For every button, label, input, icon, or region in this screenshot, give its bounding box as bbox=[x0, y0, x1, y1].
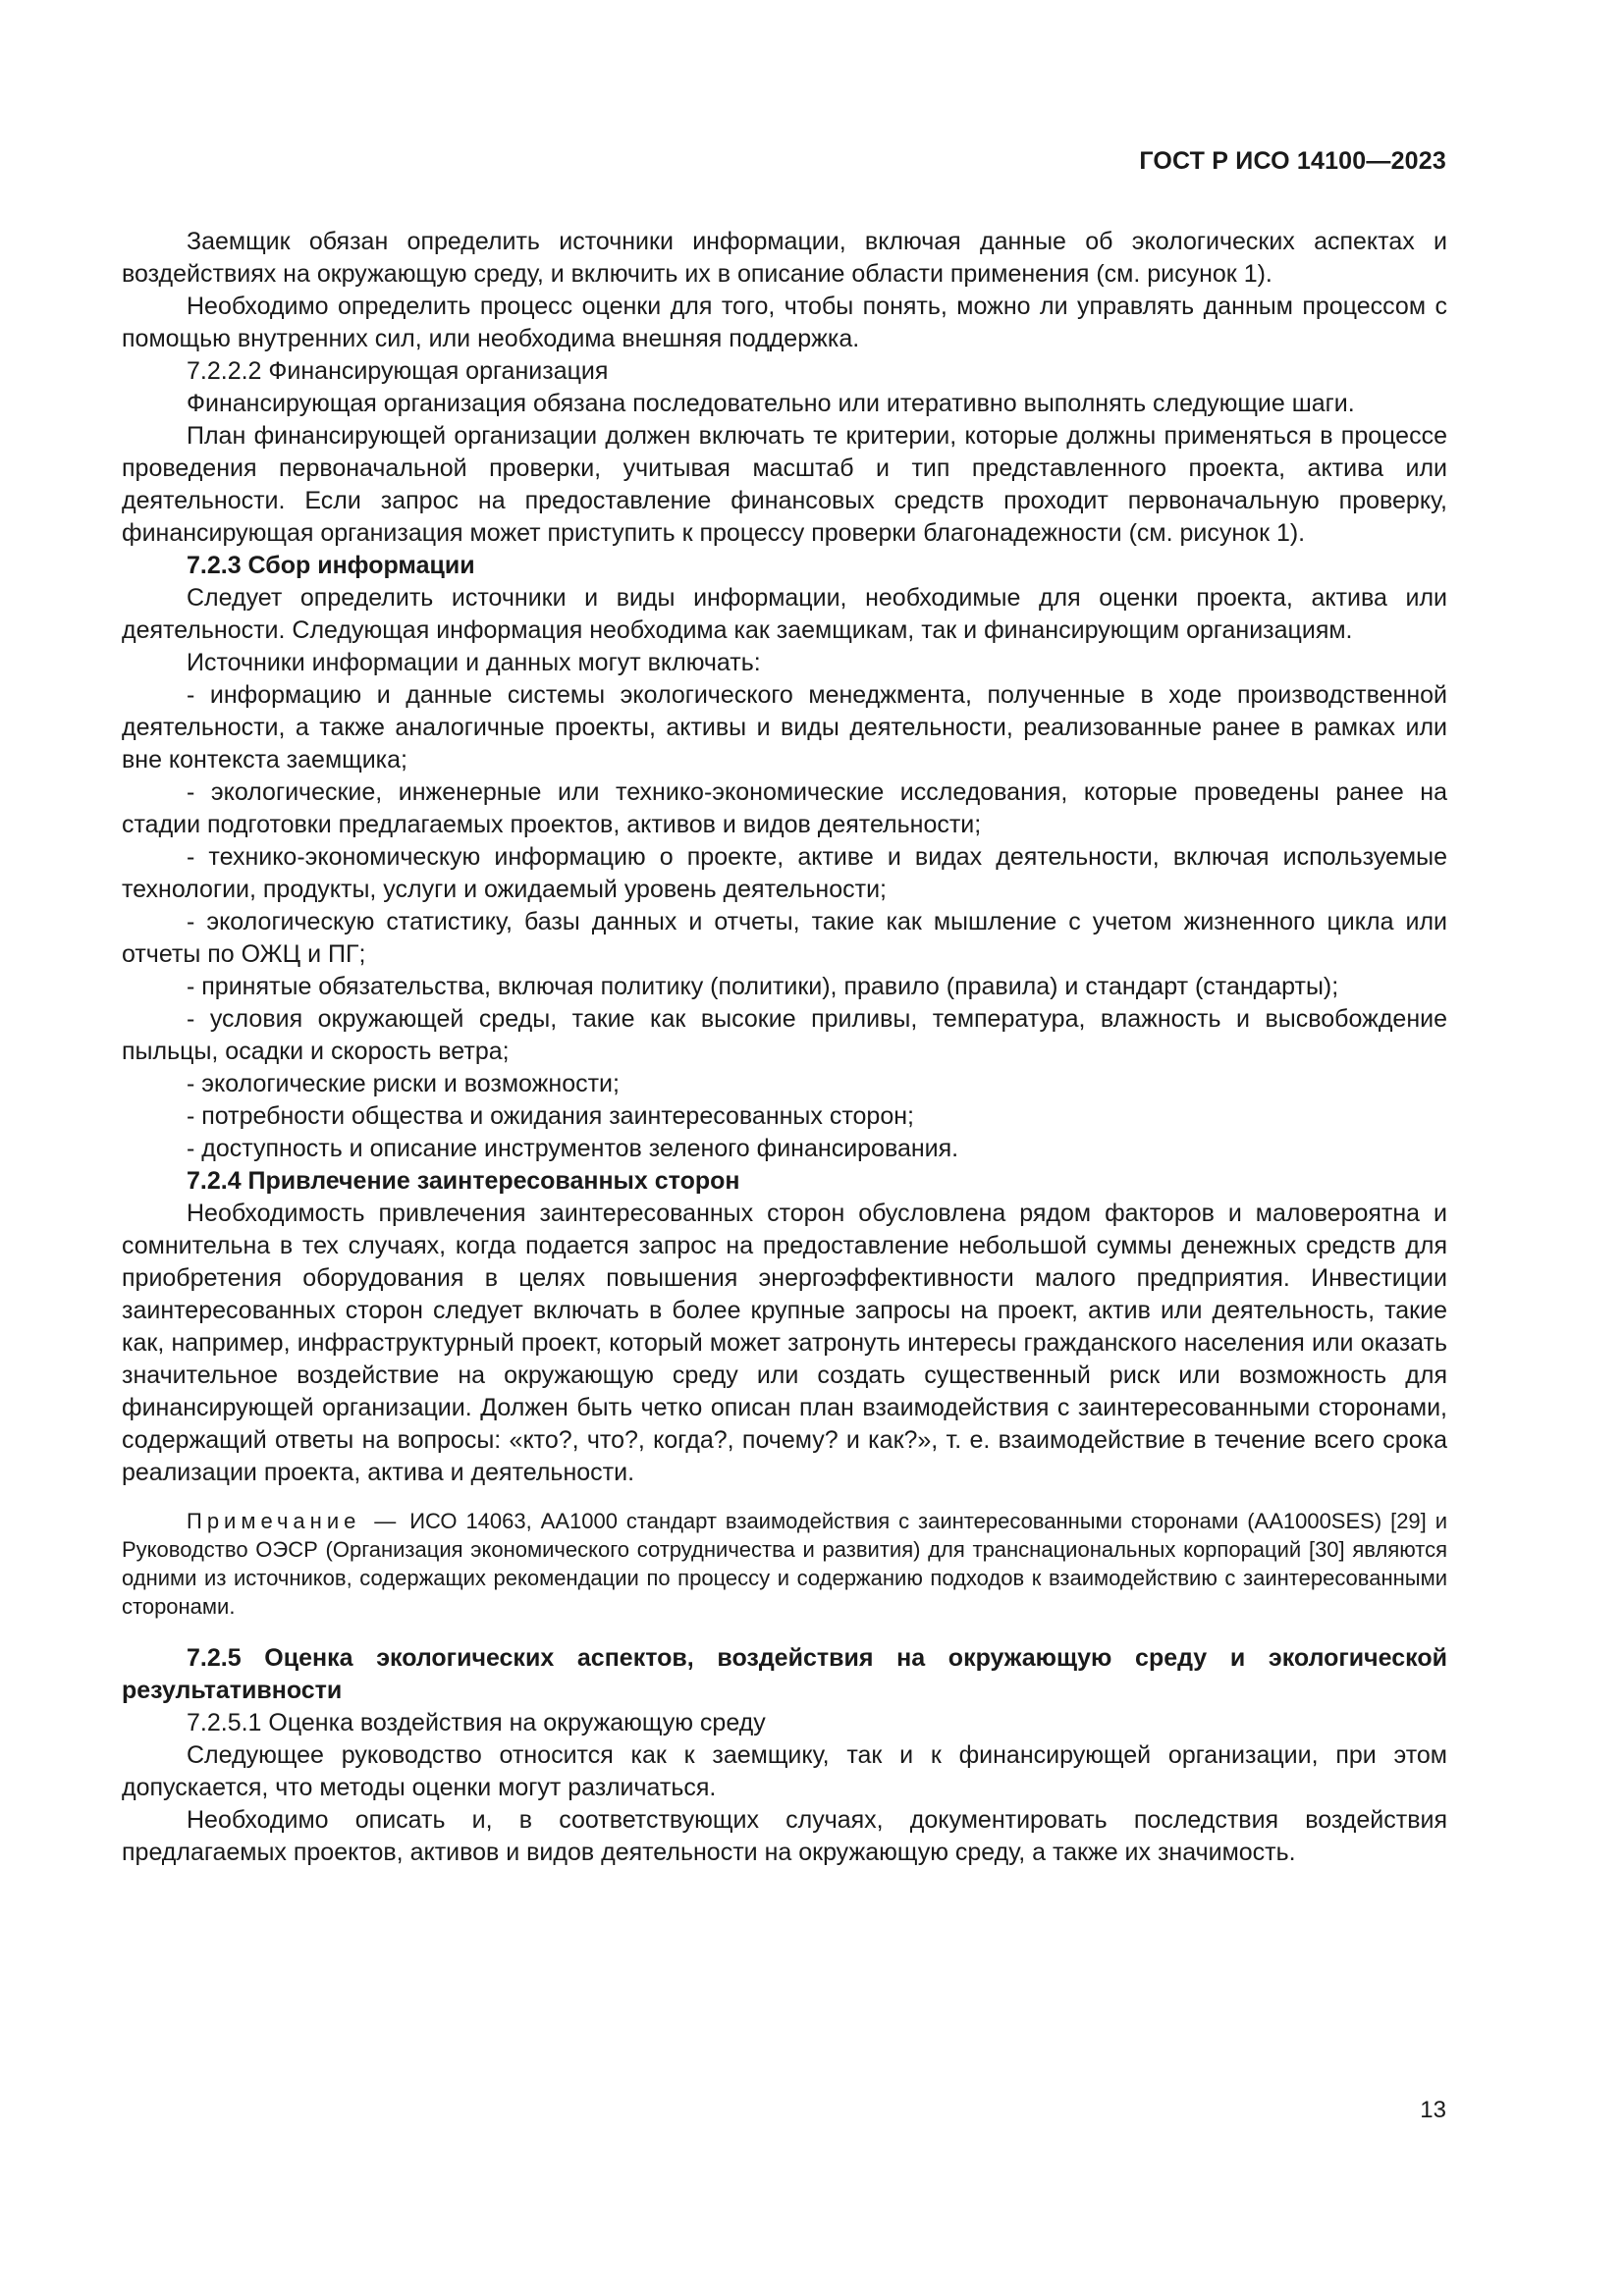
list-item-commitments: - принятые обязательства, включая политику (политики), правило (правила) и стандарт (стандарты); bbox=[187, 973, 1339, 1000]
list-item-green-finance: - доступность и описание инструментов зеленого финансирования. bbox=[187, 1135, 959, 1162]
document-body bbox=[122, 226, 1447, 1869]
document-header: ГОСТ Р ИСО 14100—2023 bbox=[1139, 147, 1446, 175]
heading-7-2-3: 7.2.3 Сбор информации bbox=[187, 552, 475, 579]
para-financing-plan: План финансирующей организации должен включать те критерии, которые должны применяться в процессе проведения первоначальной проверки, учитывая масштаб и тип представленного проекта, актива или деятельности. Если запрос на предоставление финансовых средств проходит первоначальную проверку, финансирующая организация может приступить к процессу проверки благонадежности (см. рисунок 1). bbox=[122, 422, 1447, 547]
note-text: ИСО 14063, AA1000 стандарт взаимодействия с заинтересованными сторонами (AA1000SES) [29] и Руководство ОЭСР (Организация экономического сотрудничества и развития) для транснациональных корпораций [30] являются одними из источников, содержащих рекомендации по процессу и содержанию подходов к взаимодействию с заинтересованными сторонами. bbox=[122, 1509, 1447, 1619]
page-number: 13 bbox=[1420, 2097, 1446, 2123]
para-sources-may-include: Источники информации и данных могут включать: bbox=[187, 649, 761, 676]
list-item-environment-conditions: - условия окружающей среды, такие как высокие приливы, температура, влажность и высвобождение пыльцы, осадки и скорость ветра; bbox=[122, 1005, 1447, 1065]
para-financing-steps: Финансирующая организация обязана последовательно или итеративно выполнять следующие шаги. bbox=[187, 390, 1355, 417]
list-item-society-needs: - потребности общества и ожидания заинтересованных сторон; bbox=[187, 1102, 914, 1130]
para-assessment-process: Необходимо определить процесс оценки для того, чтобы понять, можно ли управлять данным процессом с помощью внутренних сил, или необходима внешняя поддержка. bbox=[122, 293, 1447, 352]
subsection-7-2-5-1: 7.2.5.1 Оценка воздействия на окружающую среду bbox=[187, 1709, 766, 1736]
para-describe-consequences: Необходимо описать и, в соответствующих случаях, документировать последствия воздействия предлагаемых проектов, активов и видов деятельности на окружающую среду, а также их значимость. bbox=[122, 1806, 1447, 1866]
list-item-ems-data: - информацию и данные системы экологического менеджмента, полученные в ходе производственной деятельности, а также аналогичные проекты, активы и виды деятельности, реализованные ранее в рамках или вне контекста заемщика; bbox=[122, 681, 1447, 774]
para-stakeholder-engagement: Необходимость привлечения заинтересованных сторон обусловлена рядом факторов и маловероятна и сомнительна в тех случаях, когда подается запрос на предоставление небольшой суммы денежных средств для приобретения оборудования в целях повышения энергоэффективности малого предприятия. Инвестиции заинтересованных сторон следует включать в более крупные запросы на проект, актив или деятельность, такие как, например, инфраструктурный проект, который может затронуть интересы гражданского населения или оказать значительное воздействие на окружающую среду или создать существенный риск или возможность для финансирующей организации. Должен быть четко описан план взаимодействия с заинтересованными сторонами, содержащий ответы на вопросы: «кто?, что?, когда?, почему? и как?», т. е. взаимодействие в течение всего срока реализации проекта, актива и деятельности. bbox=[122, 1200, 1447, 1486]
note-prefix: Примечание — bbox=[187, 1509, 402, 1533]
heading-7-2-4: 7.2.4 Привлечение заинтересованных сторон bbox=[187, 1167, 740, 1195]
list-item-statistics: - экологическую статистику, базы данных и отчеты, такие как мышление с учетом жизненного цикла или отчеты по ОЖЦ и ПГ; bbox=[122, 908, 1447, 968]
para-guidance-applies: Следующее руководство относится как к заемщику, так и к финансирующей организации, при этом допускается, что методы оценки могут различаться. bbox=[122, 1741, 1447, 1801]
heading-7-2-5: 7.2.5 Оценка экологических аспектов, воздействия на окружающую среду и экологической результативности bbox=[122, 1644, 1447, 1704]
note-iso-14063 bbox=[122, 1507, 1447, 1621]
list-item-studies: - экологические, инженерные или технико-экономические исследования, которые проведены ранее на стадии подготовки предлагаемых проектов, активов и видов деятельности; bbox=[122, 778, 1447, 838]
subsection-7-2-2-2: 7.2.2.2 Финансирующая организация bbox=[187, 357, 609, 385]
para-borrower-sources: Заемщик обязан определить источники информации, включая данные об экологических аспектах и воздействиях на окружающую среду, и включить их в описание области применения (см. рисунок 1). bbox=[122, 228, 1447, 288]
list-item-technical-info: - технико-экономическую информацию о проекте, активе и видах деятельности, включая используемые технологии, продукты, услуги и ожидаемый уровень деятельности; bbox=[122, 843, 1447, 903]
para-information-sources: Следует определить источники и виды информации, необходимые для оценки проекта, актива или деятельности. Следующая информация необходима как заемщикам, так и финансирующим организациям. bbox=[122, 584, 1447, 644]
list-item-risks: - экологические риски и возможности; bbox=[187, 1070, 620, 1097]
